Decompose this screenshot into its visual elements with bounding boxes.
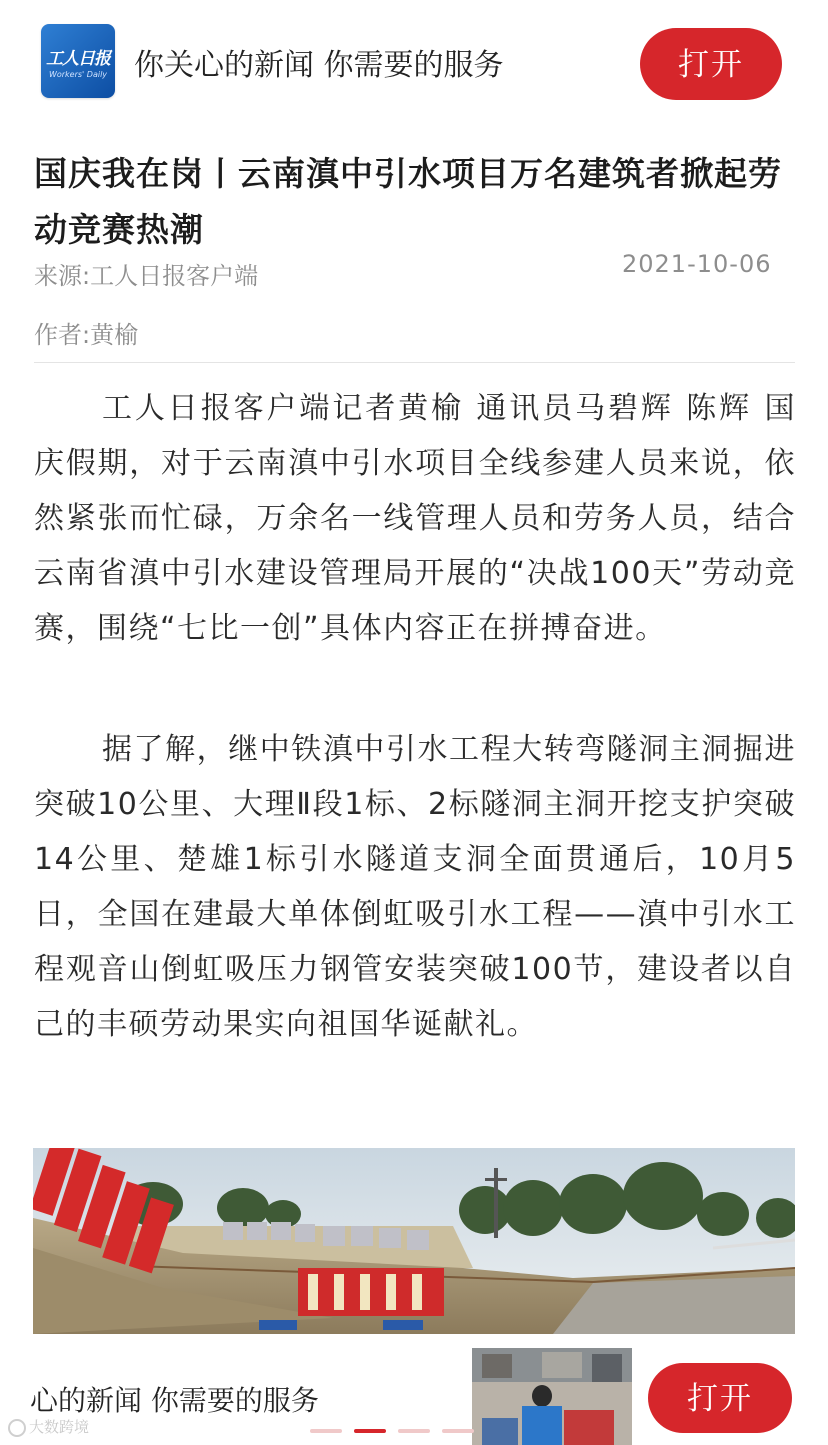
header-divider	[34, 362, 795, 363]
watermark-text: 大数跨境	[29, 1418, 90, 1436]
logo-chinese-text: 工人日报	[46, 49, 110, 69]
article-source: 来源:工人日报客户端	[34, 262, 259, 290]
logo-english-text: Workers' Daily	[48, 70, 108, 79]
carousel-dot[interactable]	[442, 1429, 474, 1433]
article-author: 作者:黄榆	[34, 321, 139, 349]
article-paragraph-2: 据了解，继中铁滇中引水工程大转弯隧洞主洞掘进突破10公里、大理Ⅱ段1标、2标隧洞主洞开挖支护突破14公里、楚雄1标引水隧道支洞全面贯通后，10月5日，全国在建最大单体倒虹吸引水工程——滇中引水工程观音山倒虹吸压力钢管安装突破100节，建设者以自己的丰硕劳动果实向祖国华诞献礼。	[34, 732, 796, 1042]
carousel-dot[interactable]	[398, 1429, 430, 1433]
bottom-app-banner	[0, 1334, 828, 1445]
worker-thumbnail-image	[472, 1348, 632, 1445]
workers-daily-logo[interactable]	[41, 24, 115, 98]
article-photo[interactable]	[33, 1148, 795, 1334]
article-title: 国庆我在岗丨云南滇中引水项目万名建筑者掀起劳动竞赛热潮	[34, 154, 782, 249]
article-date: 2021-10-06	[622, 250, 772, 278]
bottom-banner-slogan: 心的新闻 你需要的服务	[30, 1384, 319, 1417]
bottom-banner-thumbnail[interactable]	[472, 1348, 632, 1445]
article-paragraph-1: 工人日报客户端记者黄榆 通讯员马碧辉 陈辉 国庆假期，对于云南滇中引水项目全线参建人员来说，依然紧张而忙碌，万余名一线管理人员和劳务人员，结合云南省滇中引水建设管理局开展的“决战100天”劳动竞赛，围绕“七比一创”具体内容正在拼搏奋进。	[34, 391, 796, 646]
watermark	[8, 1416, 89, 1437]
bottom-open-app-button[interactable]: 打开	[648, 1363, 792, 1433]
carousel-dot[interactable]	[310, 1429, 342, 1433]
construction-site-image	[33, 1148, 795, 1334]
app-download-banner	[0, 0, 828, 128]
carousel-dot-active[interactable]	[354, 1429, 386, 1433]
banner-slogan: 你关心的新闻 你需要的服务	[134, 48, 504, 83]
open-app-button[interactable]: 打开	[640, 28, 782, 100]
watermark-logo-icon	[8, 1419, 26, 1437]
